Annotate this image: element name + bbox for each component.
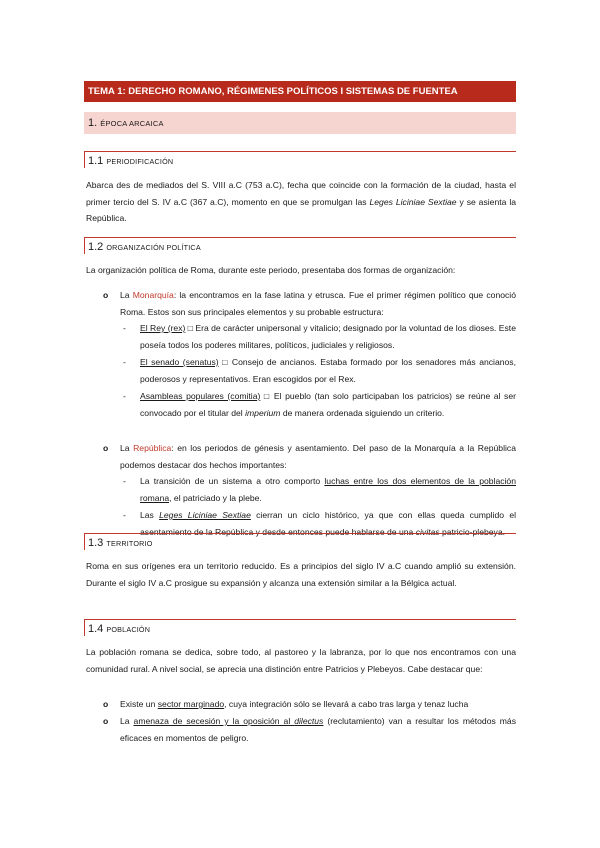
section-1-4-heading (84, 619, 516, 636)
section-number: 1.2 (88, 241, 104, 253)
section-number: 1.3 (88, 537, 104, 549)
italic-text: Leges Liciniae Sextiae (369, 196, 457, 207)
section-1-2-heading (84, 237, 516, 254)
highlight-term: Monarquía (132, 290, 174, 300)
dash-marker: - (123, 357, 126, 367)
text: cierran un ciclo histórico, ya que con ellas queda cumplido el asentamiento de la República y desde entonces puede hablarse de una (140, 510, 517, 537)
bullet-marker: o (103, 716, 109, 726)
text: La (120, 716, 134, 726)
periodificacion-paragraph (86, 177, 516, 227)
sector-marginado-item (120, 696, 516, 713)
section-label: ORGANIZACIÓN POLÍTICA (106, 243, 201, 252)
underlined-term: sector marginado (157, 699, 225, 709)
document-title: TEMA 1: DERECHO ROMANO, RÉGIMENES POLÍTICOS I SISTEMAS DE FUENTEA (84, 81, 516, 102)
section-number: 1.4 (88, 623, 104, 635)
section-label: ÉPOCA ARCAICA (100, 119, 164, 128)
text: : la encontramos en la fase latina y etrusca. Fue el primer régimen político que conoció Roma. Estos son sus principales elementos y su probable estructura: (120, 290, 516, 317)
rey-item (140, 320, 516, 353)
underlined-term: amenaza de secesión y la oposición al (133, 716, 295, 726)
italic-text: imperium (245, 407, 281, 418)
italic-text: civitas (415, 526, 440, 537)
underlined-term: El Rey (rex) (140, 323, 186, 333)
italic-term: dilectus (294, 716, 324, 726)
bullet-marker: o (103, 443, 109, 453)
text: La (120, 443, 134, 453)
text: Existe un (120, 699, 158, 709)
text: □ Consejo de ancianos. Estaba formado por los senadores más ancianos, poderosos y representativos. Eran escogidos por el Rex. (140, 357, 516, 384)
section-label: TERRITORIO (106, 539, 153, 548)
section-1-heading (84, 112, 516, 134)
text: (reclutamiento) van a resultar los métodos más eficaces en momentos de peligro. (120, 716, 516, 743)
section-label: POBLACIÓN (106, 625, 151, 634)
organizacion-intro: La organización política de Roma, durante este periodo, presentaba dos formas de organización: (86, 265, 456, 275)
text: y se asienta la República. (86, 196, 517, 223)
text: La transición de un sistema a otro comporto (140, 476, 325, 486)
italic-term: Leges Liciniae Sextiae (159, 510, 251, 520)
asambleas-item (140, 388, 516, 421)
text: el patriciado y la plebe. (171, 492, 262, 503)
bullet-marker: o (103, 699, 109, 709)
text: □ Era de carácter unipersonal y vitalicio; designado por la voluntad de los dioses. Este poseía todos los poderes militares, políticos, judiciales y religiosos. (140, 323, 516, 350)
text: Las (140, 510, 160, 520)
section-1-3-heading (84, 533, 516, 550)
text: La (120, 290, 133, 300)
amenaza-item (120, 713, 516, 746)
bullet-marker: o (103, 290, 109, 300)
territorio-paragraph: Roma en sus orígenes era un territorio reducido. Es a principios del siglo IV a.C cuando amplió su extensión. Durante el siglo IV a.C prosigue su expansión y alcanza una extensión similar a la Bélgica actual. (86, 561, 516, 588)
text: Abarca des de mediados del S. VIII a.C (753 a.C), fecha que coincide con la formación de la ciudad, hasta el primer tercio del S. IV a.C (367 a.C), momento en que se promulgan las (86, 180, 516, 207)
transicion-item (140, 473, 516, 506)
dash-marker: - (123, 476, 126, 486)
section-1-1-heading (84, 151, 516, 168)
poblacion-paragraph: La población romana se dedica, sobre todo, al pastoreo y la labranza, por lo que nos encontramos con una comunidad rural. A nivel social, se aprecia una distinción entre Patricios y Plebeyos. Cabe destacar que: (86, 647, 516, 674)
section-label: PERIODIFICACIÓN (106, 157, 174, 166)
underlined-term: El senado (senatus) (140, 357, 219, 367)
monarquia-item (120, 287, 516, 320)
dash-marker: - (123, 323, 126, 333)
section-number: 1.1 (88, 155, 104, 167)
section-number: 1. (88, 117, 98, 129)
highlight-term: República (133, 443, 172, 453)
text: □ El pueblo (tan solo participaban los patricios) se reúne al ser convocado por el titular del (140, 391, 516, 418)
text: de manera ordenada siguiendo un criterio. (280, 407, 445, 418)
underlined-term: Asambleas populares (comitia) (140, 391, 261, 401)
text: , cuya integración sólo se llevará a cabo tras larga y tenaz lucha (224, 699, 469, 709)
republica-item (120, 440, 516, 473)
dash-marker: - (123, 510, 126, 520)
text: : en los periodos de génesis y asentamiento. Del paso de la Monarquía a la República podemos destacar dos hechos importantes: (120, 443, 516, 470)
dash-marker: - (123, 391, 126, 401)
underlined-term: luchas entre los dos elementos de la población romana, (140, 476, 516, 503)
senado-item (140, 354, 516, 387)
text: patricio-plebeya. (439, 526, 506, 537)
